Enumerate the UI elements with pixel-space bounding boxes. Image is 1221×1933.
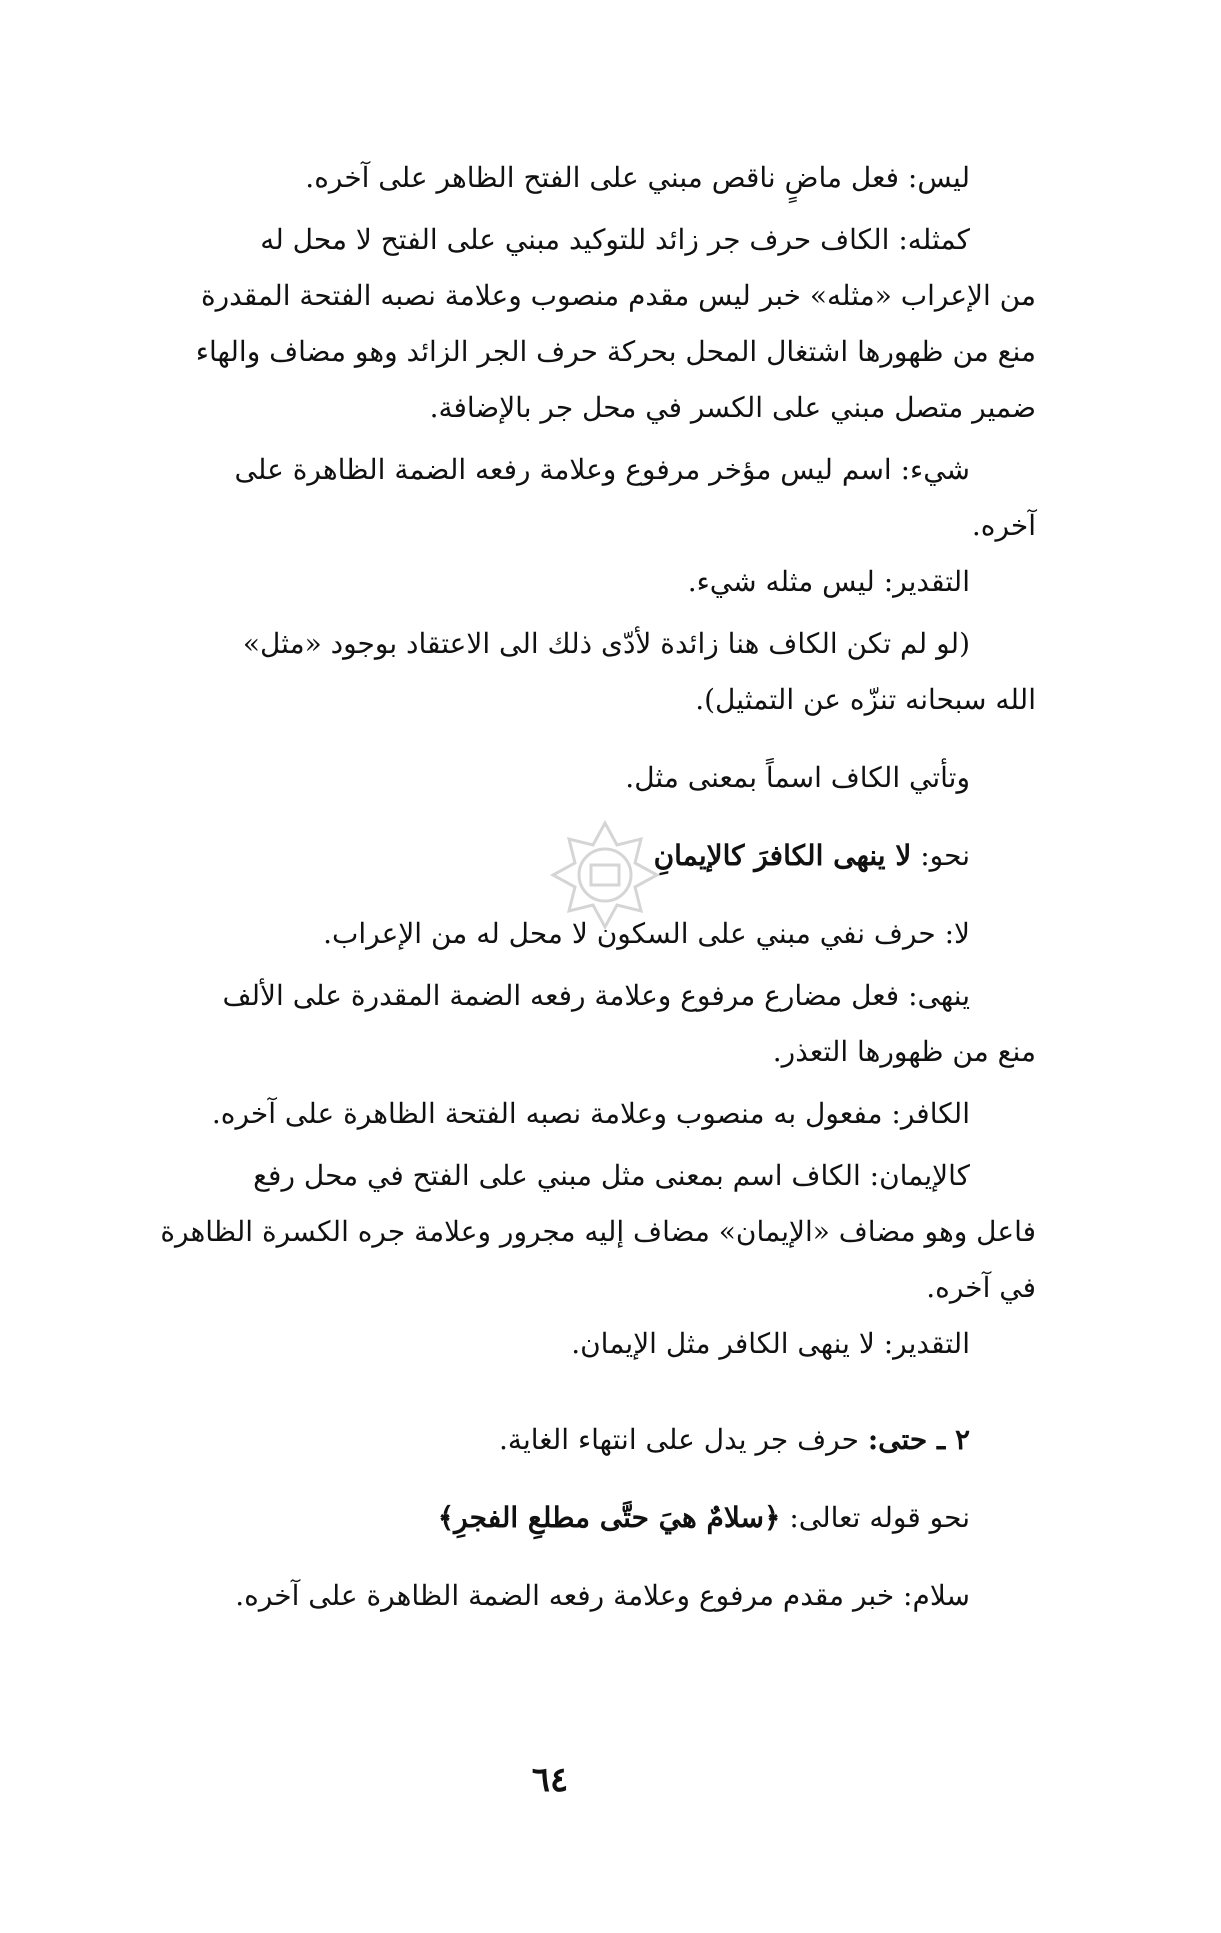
text-line: فاعل وهو مضاف «الإيمان» مضاف إليه مجرور وعلامة جره الكسرة الظاهرة [160, 1215, 1036, 1248]
text-line: ينهى: فعل مضارع مرفوع وعلامة رفعه الضمة المقدرة على الألف [222, 979, 970, 1012]
text-line: سلام: خبر مقدم مرفوع وعلامة رفعه الضمة الظاهرة على آخره. [235, 1579, 970, 1612]
page-number: ٦٤ [531, 1760, 569, 1800]
text-line: ليس: فعل ماضٍ ناقص مبني على الفتح الظاهر على آخره. [305, 161, 970, 194]
example-prefix: نحو: [920, 839, 970, 872]
text-line: التقدير: لا ينهى الكافر مثل الإيمان. [571, 1327, 970, 1360]
section-number: ٢ ـ حتى: [867, 1423, 970, 1456]
text-line: كمثله: الكاف حرف جر زائد للتوكيد مبني على الفتح لا محل له [260, 223, 970, 256]
example-line [84, 828, 1036, 884]
example-sentence: لا ينهى الكافرَ كالإيمانِ [653, 839, 912, 872]
text-line: التقدير: ليس مثله شيء. [687, 565, 970, 598]
text-line: كالإيمان: الكاف اسم بمعنى مثل مبني على الفتح في محل رفع [253, 1159, 970, 1192]
section-text: حرف جر يدل على انتهاء الغاية. [499, 1423, 859, 1456]
text-line: شيء: اسم ليس مؤخر مرفوع وعلامة رفعه الضمة الظاهرة على [234, 453, 970, 486]
text-line: آخره. [971, 509, 1036, 542]
text-line: من الإعراب «مثله» خبر ليس مقدم منصوب وعلامة نصبه الفتحة المقدرة [200, 279, 1036, 312]
quran-verse: ﴿سلامٌ هيَ حتَّى مطلعِ الفجرِ﴾ [437, 1501, 781, 1534]
text-line: ضمير متصل مبني على الكسر في محل جر بالإضافة. [429, 391, 1036, 424]
text-line: الكافر: مفعول به منصوب وعلامة نصبه الفتحة الظاهرة على آخره. [211, 1097, 970, 1130]
text-line: (لو لم تكن الكاف هنا زائدة لأدّى ذلك الى الاعتقاد بوجود «مثل» [242, 627, 970, 660]
example-prefix: نحو قوله تعالى: [789, 1501, 970, 1534]
text-line: الله سبحانه تنزّه عن التمثيل). [695, 683, 1036, 716]
text-line: في آخره. [926, 1271, 1036, 1304]
page-body [84, 150, 1036, 1624]
quran-example [84, 1490, 1036, 1546]
text-line: وتأتي الكاف اسماً بمعنى مثل. [625, 761, 970, 794]
section-heading [84, 1412, 1036, 1468]
text-line: لا: حرف نفي مبني على السكون لا محل له من الإعراب. [323, 917, 970, 950]
text-line: منع من ظهورها اشتغال المحل بحركة حرف الجر الزائد وهو مضاف والهاء [195, 335, 1036, 368]
text-line: منع من ظهورها التعذر. [772, 1035, 1036, 1068]
